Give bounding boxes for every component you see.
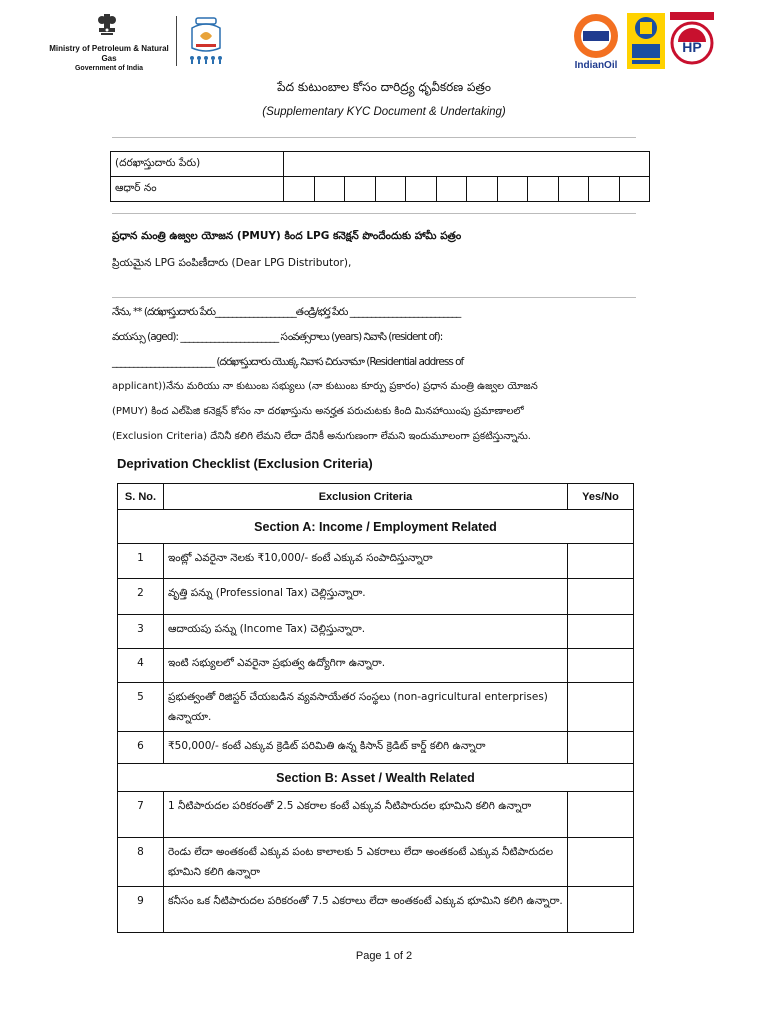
row-yesno-cell[interactable] bbox=[568, 649, 634, 683]
row-yesno-cell[interactable] bbox=[568, 615, 634, 649]
row-sno: 1 bbox=[118, 544, 164, 579]
row-criteria: రెండు లేదా అంతకంటే ఎక్కువ పంట కాలాలకు 5 ఎకరాలు లేదా అంతకంటే ఎక్కువ నీటిపారుదల భూమిని కలిగి ఉన్నారా bbox=[164, 838, 568, 887]
government-name: Government of India bbox=[74, 65, 144, 72]
table-row bbox=[118, 683, 634, 732]
row-yesno-cell[interactable] bbox=[568, 544, 634, 579]
table-header-row bbox=[118, 484, 634, 510]
divider-top bbox=[112, 137, 636, 138]
ministry-name: Ministry of Petroleum & Natural Gas bbox=[49, 44, 169, 63]
row-sno: 7 bbox=[118, 792, 164, 838]
row-sno: 8 bbox=[118, 838, 164, 887]
aadhaar-box[interactable] bbox=[314, 177, 345, 202]
row-sno: 3 bbox=[118, 615, 164, 649]
document-title-english: (Supplementary KYC Document & Undertaking) bbox=[262, 106, 506, 118]
salutation: ప్రియమైన LPG పంపిణీదారు (Dear LPG Distributor), bbox=[112, 257, 352, 269]
aadhaar-box[interactable] bbox=[345, 177, 376, 202]
indianoil-logo-icon bbox=[570, 12, 622, 72]
declaration-line-5: (PMUY) కింద ఎల్‌పిజి కనెక్షన్ కోసం నా దరఖాస్తును అనర్హత పరుచుటకు కింది మినహాయింపు ప్రమాణాలలో bbox=[112, 406, 524, 417]
name-field[interactable] bbox=[284, 152, 650, 177]
row-criteria: కనీసం ఒక నీటిపారుదల పరికరంతో 7.5 ఎకరాలు లేదా అంతకంటే ఎక్కువ భూమిని కలిగి ఉన్నారా. bbox=[164, 887, 568, 933]
table-row bbox=[118, 579, 634, 615]
row-criteria: ఇంటి సభ్యులలో ఎవరైనా ప్రభుత్వ ఉద్యోగిగా ఉన్నారా. bbox=[164, 649, 568, 683]
row-sno: 5 bbox=[118, 683, 164, 732]
aadhaar-box[interactable] bbox=[375, 177, 406, 202]
aadhaar-box[interactable] bbox=[284, 177, 315, 202]
page-number: Page 1 of 2 bbox=[355, 950, 413, 962]
row-sno: 9 bbox=[118, 887, 164, 933]
aadhaar-box[interactable] bbox=[406, 177, 437, 202]
applicant-table bbox=[110, 151, 650, 202]
aadhaar-label: ఆధార్ నం bbox=[111, 177, 284, 202]
aadhaar-box[interactable] bbox=[558, 177, 589, 202]
row-yesno-cell[interactable] bbox=[568, 887, 634, 933]
declaration-line-4: applicant))నేను మరియు నా కుటుంబ సభ్యులు (నా కుటుంబ కూర్పు ప్రకారం) ప్రధాన మంత్రి ఉజ్వల యోజన bbox=[112, 381, 538, 392]
declaration-line-6: (Exclusion Criteria) దేనినీ కలిగి లేమని లేదా దేనికీ అనుగుణంగా లేమని ఇందుమూలంగా ప్రకటిస్తున్నాను. bbox=[112, 431, 531, 442]
name-label: (దరఖాస్తుదారు పేరు) bbox=[111, 152, 284, 177]
bharat-petroleum-logo-icon bbox=[626, 12, 666, 70]
row-criteria: 1 నీటిపారుదల పరికరంతో 2.5 ఎకరాల కంటే ఎక్కువ నీటిపారుదల భూమిని కలిగి ఉన్నారా bbox=[164, 792, 568, 838]
divider-declaration bbox=[112, 297, 636, 298]
divider-mid bbox=[112, 213, 636, 214]
row-sno: 2 bbox=[118, 579, 164, 615]
row-criteria: ఆదాయపు పన్ను (Income Tax) చెల్లిస్తున్నారా. bbox=[164, 615, 568, 649]
row-yesno-cell[interactable] bbox=[568, 579, 634, 615]
aadhaar-box[interactable] bbox=[436, 177, 467, 202]
row-yesno-cell[interactable] bbox=[568, 683, 634, 732]
col-header-yesno: Yes/No bbox=[568, 484, 634, 510]
col-header-sno: S. No. bbox=[118, 484, 164, 510]
row-criteria: ₹50,000/- కంటే ఎక్కువ క్రెడిట్ పరిమితి ఉన్న కిసాన్ క్రెడిట్ కార్డ్ కలిగి ఉన్నారా bbox=[164, 732, 568, 764]
declaration-line-3: ________________________ (దరఖాస్తుదారు యొక్క నివాస చిరునామా (Residential address of bbox=[112, 356, 464, 368]
section-a-heading: Section A: Income / Employment Related bbox=[118, 510, 634, 544]
section-b-heading: Section B: Asset / Wealth Related bbox=[118, 764, 634, 792]
declaration-line-1: నేను, ** (దరఖాస్తుదారు పేరు___________________తండ్రి/భర్త పేరు __________________________ bbox=[112, 306, 461, 318]
table-row bbox=[118, 792, 634, 838]
aadhaar-box[interactable] bbox=[619, 177, 650, 202]
table-row bbox=[118, 887, 634, 933]
name-row bbox=[111, 152, 650, 177]
hp-logo-icon bbox=[670, 12, 714, 66]
aadhaar-box[interactable] bbox=[497, 177, 528, 202]
section-a-row bbox=[118, 510, 634, 544]
india-emblem-icon bbox=[96, 12, 118, 42]
row-criteria: వృత్తి పన్ను (Professional Tax) చెల్లిస్తున్నారా. bbox=[164, 579, 568, 615]
svg-text:HP: HP bbox=[682, 39, 702, 55]
row-criteria: ఇంట్లో ఎవరైనా నెలకు ₹10,000/- కంటే ఎక్కువ సంపాదిస్తున్నారా bbox=[164, 544, 568, 579]
table-row bbox=[118, 732, 634, 764]
pmuy-ujjwala-logo-icon bbox=[182, 14, 230, 66]
row-yesno-cell[interactable] bbox=[568, 732, 634, 764]
declaration-line-2: వయస్సు (aged): _______________________ సంవత్సరాలు (years) నివాసి (resident of): bbox=[112, 331, 443, 343]
aadhaar-box[interactable] bbox=[528, 177, 559, 202]
col-header-criteria: Exclusion Criteria bbox=[164, 484, 568, 510]
document-title-telugu: పేద కుటుంబాల కోసం దారిద్ర్య ధృవీకరణ పత్రం bbox=[277, 80, 491, 94]
aadhaar-box[interactable] bbox=[467, 177, 498, 202]
ministry-label bbox=[44, 44, 174, 74]
table-row bbox=[118, 649, 634, 683]
row-yesno-cell[interactable] bbox=[568, 838, 634, 887]
section-b-row bbox=[118, 764, 634, 792]
row-yesno-cell[interactable] bbox=[568, 792, 634, 838]
svg-text:IndianOil: IndianOil bbox=[574, 60, 618, 71]
table-row bbox=[118, 544, 634, 579]
aadhaar-row bbox=[111, 177, 650, 202]
table-row bbox=[118, 615, 634, 649]
undertaking-heading: ప్రధాన మంత్రి ఉజ్వల యోజన (PMUY) కింద LPG కనెక్షన్ పొందేందుకు హామీ పత్రం bbox=[112, 230, 462, 242]
table-row bbox=[118, 838, 634, 887]
exclusion-criteria-table bbox=[117, 483, 634, 933]
row-sno: 4 bbox=[118, 649, 164, 683]
row-criteria: ప్రభుత్వంతో రిజిస్టర్ చేయబడిన వ్యవసాయేతర సంస్థలు (non-agricultural enterprises) ఉన్నాయా. bbox=[164, 683, 568, 732]
header-divider bbox=[176, 16, 177, 66]
aadhaar-box[interactable] bbox=[589, 177, 620, 202]
row-sno: 6 bbox=[118, 732, 164, 764]
checklist-title: Deprivation Checklist (Exclusion Criteria) bbox=[117, 456, 373, 471]
